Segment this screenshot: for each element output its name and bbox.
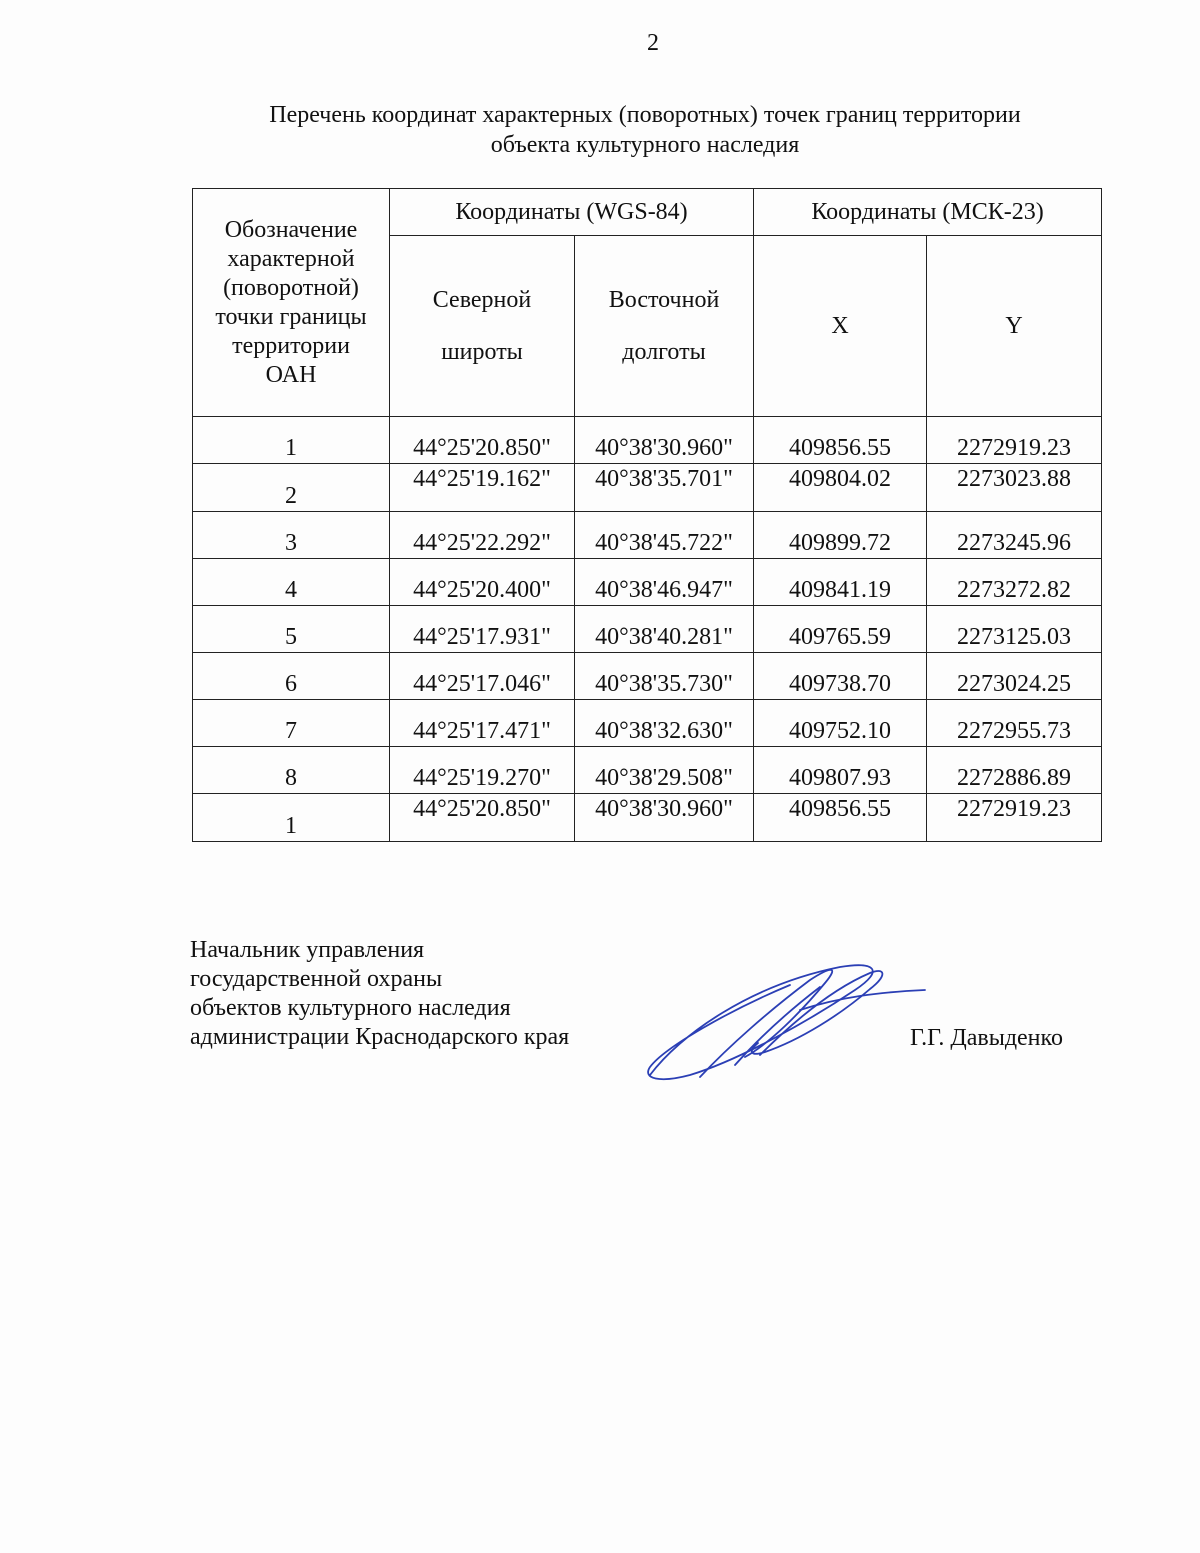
signer-name: Г.Г. Давыденко	[910, 1025, 1063, 1051]
cell-north: 44°25'19.270"	[390, 747, 575, 794]
table-row	[193, 512, 1102, 559]
table-row	[193, 464, 1102, 512]
cell-point: 4	[193, 559, 390, 606]
cell-north: 44°25'17.046"	[390, 653, 575, 700]
table-row	[193, 794, 1102, 842]
cell-east: 40°38'40.281"	[575, 606, 754, 653]
cell-y: 2273125.03	[927, 606, 1102, 653]
cell-x: 409765.59	[754, 606, 927, 653]
table-row	[193, 700, 1102, 747]
cell-y: 2272886.89	[927, 747, 1102, 794]
cell-y: 2273023.88	[927, 464, 1102, 512]
header-group-wgs84: Координаты (WGS-84)	[390, 189, 754, 236]
header-north-latitude: Северной широты	[390, 236, 575, 417]
page-number: 2	[647, 30, 659, 56]
table-row	[193, 606, 1102, 653]
cell-east: 40°38'30.960"	[575, 417, 754, 464]
cell-y: 2272955.73	[927, 700, 1102, 747]
signatory-position	[190, 936, 569, 1052]
cell-x: 409856.55	[754, 417, 927, 464]
cell-north: 44°25'17.471"	[390, 700, 575, 747]
document-title	[200, 100, 1090, 160]
document-title-line-2: объекта культурного наследия	[490, 132, 800, 158]
header-x: X	[754, 236, 927, 417]
cell-east: 40°38'45.722"	[575, 512, 754, 559]
cell-point: 1	[193, 417, 390, 464]
cell-point: 8	[193, 747, 390, 794]
table-row	[193, 747, 1102, 794]
cell-point: 1	[193, 794, 390, 842]
handwritten-signature	[640, 955, 930, 1085]
signatory-line: государственной охраны	[190, 966, 443, 992]
cell-y: 2273245.96	[927, 512, 1102, 559]
header-y: Y	[927, 236, 1102, 417]
cell-north: 44°25'17.931"	[390, 606, 575, 653]
header-group-msk23: Координаты (МСК-23)	[754, 189, 1102, 236]
cell-east: 40°38'35.701"	[575, 464, 754, 512]
cell-east: 40°38'35.730"	[575, 653, 754, 700]
cell-north: 44°25'20.400"	[390, 559, 575, 606]
table-row	[193, 559, 1102, 606]
cell-east: 40°38'30.960"	[575, 794, 754, 842]
cell-y: 2273272.82	[927, 559, 1102, 606]
table-row	[193, 417, 1102, 464]
cell-x: 409899.72	[754, 512, 927, 559]
cell-point: 6	[193, 653, 390, 700]
header-point-designation: Обозначение характерной (поворотной) точки границы территории ОАН	[193, 189, 390, 417]
cell-east: 40°38'46.947"	[575, 559, 754, 606]
cell-point: 5	[193, 606, 390, 653]
cell-x: 409752.10	[754, 700, 927, 747]
cell-point: 7	[193, 700, 390, 747]
cell-x: 409804.02	[754, 464, 927, 512]
cell-east: 40°38'29.508"	[575, 747, 754, 794]
cell-y: 2273024.25	[927, 653, 1102, 700]
cell-x: 409738.70	[754, 653, 927, 700]
cell-north: 44°25'22.292"	[390, 512, 575, 559]
cell-north: 44°25'19.162"	[390, 464, 575, 512]
table-row	[193, 653, 1102, 700]
cell-x: 409807.93	[754, 747, 927, 794]
cell-north: 44°25'20.850"	[390, 794, 575, 842]
document-title-line-1: Перечень координат характерных (поворотных) точек границ территории	[269, 102, 1021, 128]
coordinates-table	[192, 188, 1102, 842]
cell-point: 3	[193, 512, 390, 559]
header-east-longitude: Восточной долготы	[575, 236, 754, 417]
signatory-line: Начальник управления	[190, 937, 425, 963]
cell-x: 409856.55	[754, 794, 927, 842]
cell-x: 409841.19	[754, 559, 927, 606]
signatory-line: объектов культурного наследия	[190, 995, 511, 1021]
cell-y: 2272919.23	[927, 794, 1102, 842]
cell-point: 2	[193, 464, 390, 512]
cell-y: 2272919.23	[927, 417, 1102, 464]
cell-north: 44°25'20.850"	[390, 417, 575, 464]
signatory-line: администрации Краснодарского края	[190, 1024, 570, 1050]
cell-east: 40°38'32.630"	[575, 700, 754, 747]
